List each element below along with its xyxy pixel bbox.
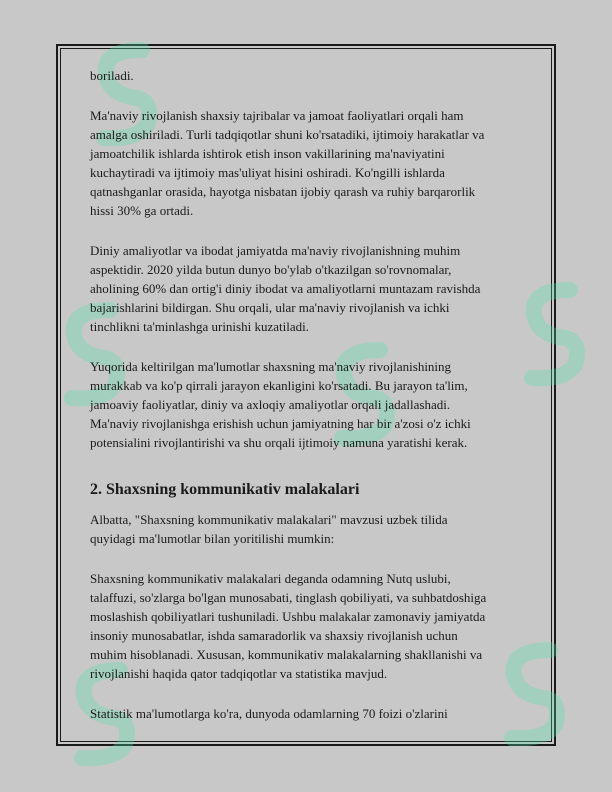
paragraph: Shaxsning kommunikativ malakalari deganda odamning Nutq uslubi, talaffuzi, so'zlarga bo'lgan munosabati, tinglash qobiliyati, va suhbatdoshiga moslashish qobiliyatlari tushuniladi. Ushbu malakalar zamonaviy jamiyatda insoniy munosabatlar, ishda samaradorlik va shaxsiy rivojlanish uchun muhim hisoblanadi. Xususan, kommunikativ malakalarning shakllanishi va rivojlanishi haqida qator tadqiqotlar va statistika mavjud. (90, 571, 487, 681)
paragraph: boriladi. (90, 68, 134, 83)
document-body (90, 66, 530, 723)
paragraph: Statistik ma'lumotlarga ko'ra, dunyoda odamlarning 70 foizi o'zlarini (90, 706, 448, 721)
paragraph: Albatta, "Shaxsning kommunikativ malakalari" mavzusi uzbek tilida quyidagi ma'lumotlar bilan yoritilishi mumkin: (90, 512, 448, 546)
section-heading: 2. Shaxsning kommunikativ malakalari (90, 481, 360, 498)
paragraph: Yuqorida keltirilgan ma'lumotlar shaxsning ma'naviy rivojlanishining murakkab va ko'p qirrali jarayon ekanligini ko'rsatadi. Bu jarayon ta'lim, jamoaviy faoliyatlar, diniy va axloqiy amaliyotlar orqali jadallashadi. Ma'naviy rivojlanishga erishish uchun jamiyatning har bir a'zosi o'z ichki potensialini rivojlantirishi va shu orqali ijtimoiy namuna yaratishi kerak. (90, 359, 471, 450)
paragraph: Diniy amaliyotlar va ibodat jamiyatda ma'naviy rivojlanishning muhim aspektidir. 2020 yilda butun dunyo bo'ylab o'tkazilgan so'rovnomalar, aholining 60% dan ortig'i diniy ibodat va amaliyotlarni muntazam ravishda bajarishlarini bildirgan. Shu orqali, ular ma'naviy rivojlanish va ichki tinchlikni ta'minlashga urinishi kuzatiladi. (90, 243, 481, 334)
paragraph: Ma'naviy rivojlanish shaxsiy tajribalar va jamoat faoliyatlari orqali ham amalga oshiriladi. Turli tadqiqotlar shuni ko'rsatadiki, ijtimoiy harakatlar va jamoatchilik ishlarda ishtirok etish inson vakillarining ma'naviyatini kuchaytiradi va ijtimoiy mas'uliyat hisini oshiradi. Ko'ngilli ishlarda qatnashganlar orasida, hayotga nisbatan ijobiy qarash va ruhiy barqarorlik hissi 30% ga ortadi. (90, 108, 485, 218)
